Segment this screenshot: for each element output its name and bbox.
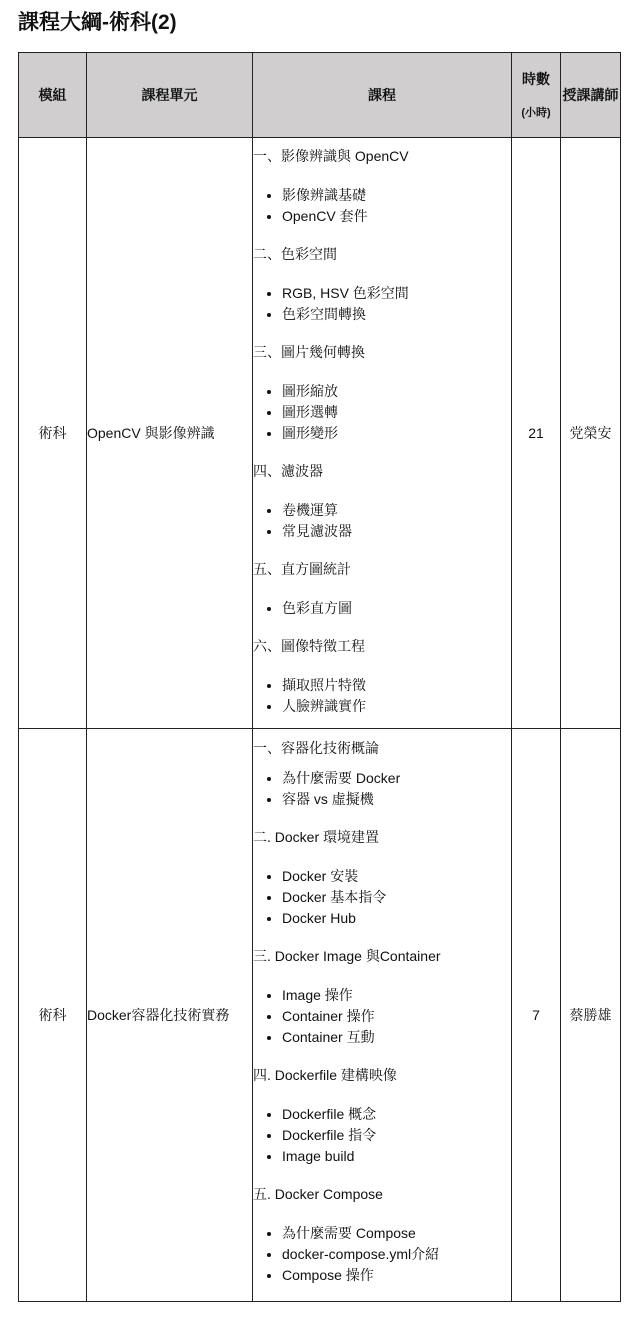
course-section (253, 946, 511, 1048)
table-row (19, 729, 621, 1302)
section-title: 四. Dockerfile 建構映像 (253, 1067, 397, 1083)
course-section (253, 1065, 511, 1167)
list-item: • 為什麼需要 Compose (282, 1223, 511, 1244)
header-instructor: 授課講師 (561, 53, 621, 138)
module-cell: 術科 (19, 729, 87, 1302)
topic-list (253, 500, 511, 542)
list-item: • docker-compose.yml介紹 (282, 1244, 511, 1265)
list-item: • 圖形縮放 (282, 381, 511, 402)
instructor-cell: 党榮安 (561, 138, 621, 729)
list-item: • Image build (282, 1146, 511, 1167)
hours-cell: 7 (512, 729, 561, 1302)
course-cell (253, 729, 512, 1302)
topic-list (253, 866, 511, 929)
course-section (253, 736, 511, 810)
list-item: • Dockerfile 指令 (282, 1125, 511, 1146)
course-section (253, 244, 511, 325)
list-item: • Container 操作 (282, 1006, 511, 1027)
list-item: • 為什麼需要 Docker (282, 768, 511, 789)
course-section (253, 1184, 511, 1286)
list-item: • OpenCV 套件 (282, 206, 511, 227)
course-section (253, 827, 511, 929)
syllabus-table (18, 52, 621, 1302)
topic-list (253, 1223, 511, 1286)
topic-list (253, 985, 511, 1048)
header-hours-unit: (小時) (521, 107, 551, 119)
list-item: • Image 操作 (282, 985, 511, 1006)
section-title: 五. Docker Compose (253, 1186, 383, 1202)
header-module: 模組 (19, 53, 87, 138)
course-section (253, 142, 511, 227)
table-row (19, 138, 621, 729)
section-title: 四、濾波器 (253, 462, 323, 479)
list-item: • 色彩空間轉換 (282, 304, 511, 325)
section-title: 一、容器化技術概論 (253, 740, 379, 756)
topic-list (253, 185, 511, 227)
list-item: • Dockerfile 概念 (282, 1104, 511, 1125)
header-course: 課程 (253, 53, 512, 138)
list-item: • 卷機運算 (282, 500, 511, 521)
course-section (253, 559, 511, 619)
list-item: • 容器 vs 虛擬機 (282, 789, 511, 810)
list-item: • Compose 操作 (282, 1265, 511, 1286)
header-hours-label: 時數 (522, 71, 550, 87)
topic-list (253, 675, 511, 717)
topic-list (253, 1104, 511, 1167)
unit-cell: OpenCV 與影像辨識 (87, 138, 253, 729)
topic-list (253, 283, 511, 325)
course-section (253, 342, 511, 444)
list-item: • 常見濾波器 (282, 521, 511, 542)
hours-cell: 21 (512, 138, 561, 729)
unit-cell: Docker容器化技術實務 (87, 729, 253, 1302)
list-item: • Container 互動 (282, 1027, 511, 1048)
section-title: 五、直方圖統計 (253, 560, 351, 577)
list-item: • 圖形變形 (282, 423, 511, 444)
section-title: 二、色彩空間 (253, 245, 337, 262)
list-item: • Docker 安裝 (282, 866, 511, 887)
instructor-cell: 蔡勝雄 (561, 729, 621, 1302)
list-item: • Docker Hub (282, 908, 511, 929)
list-item: • 人臉辨識實作 (282, 696, 511, 717)
list-item: • 擷取照片特徵 (282, 675, 511, 696)
topic-list (253, 768, 511, 810)
section-title: 三、圖片幾何轉換 (253, 343, 365, 360)
list-item: • Docker 基本指令 (282, 887, 511, 908)
list-item: • 影像辨識基礎 (282, 185, 511, 206)
course-cell (253, 138, 512, 729)
topic-list (253, 598, 511, 619)
list-item: • 圖形選轉 (282, 402, 511, 423)
section-title: 一、影像辨識與 OpenCV (253, 147, 409, 164)
topic-list (253, 381, 511, 444)
course-section (253, 636, 511, 717)
page-title: 課程大綱-術科(2) (18, 11, 177, 34)
header-hours (512, 53, 561, 138)
course-section (253, 461, 511, 542)
section-title: 三. Docker Image 與Container (253, 948, 441, 964)
section-title: 二. Docker 環境建置 (253, 829, 380, 845)
list-item: • RGB, HSV 色彩空間 (282, 283, 511, 304)
list-item: • 色彩直方圖 (282, 598, 511, 619)
header-unit: 課程單元 (87, 53, 253, 138)
module-cell: 術科 (19, 138, 87, 729)
table-header-row (19, 53, 621, 138)
section-title: 六、圖像特徵工程 (253, 637, 365, 654)
